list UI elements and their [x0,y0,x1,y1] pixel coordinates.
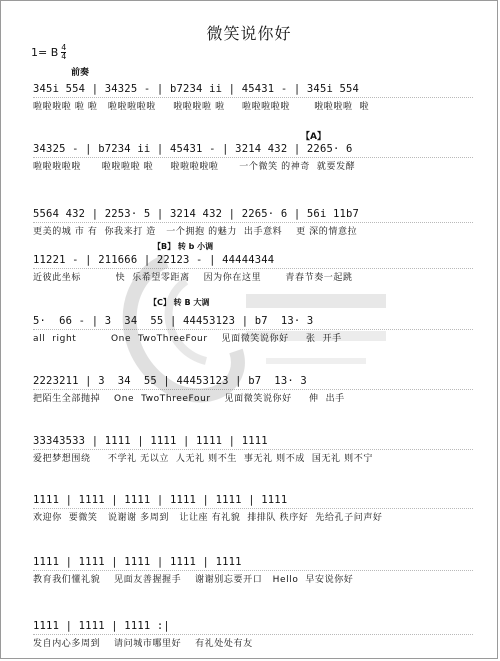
song-title: 微笑说你好 [206,24,292,43]
staff-row-1 [33,83,473,114]
staff-row-7 [33,435,473,466]
lyric-line: 啦啦啦啦 啦 啦 啦啦啦啦啦 啦啦啦啦 啦 啦啦啦啦啦 啦啦啦啦 啦 [33,102,370,112]
notation-line: 1111 | 1111 | 1111 | 1111 | 1111 | 1111 [33,494,473,510]
notation-line: 5· 66 - | 3 34 55 | 44453123 | b7 13· 3 [33,315,473,331]
section-c-label: 【C】 转 B 大调 [149,298,210,307]
notation-line: 1111 | 1111 | 1111 :| [33,620,473,636]
staff-row-2 [33,143,473,174]
prelude-label: 前奏 [71,68,90,78]
notation-line: 5564 432 | 2253· 5 | 3214 432 | 2265· 6 | 56i 11b7 [33,208,473,224]
staff-row-10 [33,620,473,651]
staff-row-3 [33,208,473,239]
staff-row-5 [33,315,473,346]
lyric-line: 把陌生全部抛掉 One TwoThreeFour 见面微笑说你好 伸 出手 [33,394,345,404]
time-signature-top: 4 [61,43,67,52]
staff-row-6 [33,375,473,406]
section-b-label: 【B】 转 b 小调 [153,242,214,251]
lyric-line: 啦啦啦啦啦 啦啦啦啦 啦 啦啦啦啦啦 一个微笑 的神奇 就要发酵 [33,162,356,172]
lyric-line: all right One TwoThreeFour 见面微笑说你好 张 开手 [33,334,342,344]
lyric-line: 欢迎你 要微笑 说谢谢 多周到 让让座 有礼貌 排排队 秩序好 先给孔子问声好 [33,513,383,523]
notation-line: 345i 554 | 34325 - | b7234 ii | 45431 - | 345i 554 [33,83,473,99]
lyric-line: 教育我们懂礼貌 见面友善握握手 谢谢别忘要开口 Hello 早安说你好 [33,575,354,585]
staff-row-9 [33,556,473,587]
staff-row-4 [33,254,473,285]
time-signature [61,44,66,61]
lyric-line: 更美的城 市 有 你我来打 造 一个拥抱 的魅力 出手意料 更 深的情意拉 [33,227,358,237]
section-a-label: 【A】 [301,132,326,142]
lyric-line: 近彼此坐标 快 乐希望零距离 因为你在这里 青春节奏一起跳 [33,273,353,283]
notation-line: 2223211 | 3 34 55 | 44453123 | b7 13· 3 [33,375,473,391]
lyric-line: 爱把梦想围绕 不学礼 无以立 人无礼 则不生 事无礼 则不成 国无礼 则不宁 [33,454,373,464]
notation-line: 33343533 | 1111 | 1111 | 1111 | 1111 [33,435,473,451]
key-label: 1= B [31,46,59,59]
notation-line: 1111 | 1111 | 1111 | 1111 | 1111 [33,556,473,572]
lyric-line: 发自内心多周到 请问城市哪里好 有礼处处有友 [33,639,253,649]
notation-line: 34325 - | b7234 ii | 45431 - | 3214 432 | 2265· 6 [33,143,473,159]
notation-line: 11221 - | 211666 | 22123 - | 44444344 [33,254,473,270]
time-signature-bottom: 4 [61,52,67,61]
key-signature [31,44,66,61]
staff-row-8 [33,494,473,525]
